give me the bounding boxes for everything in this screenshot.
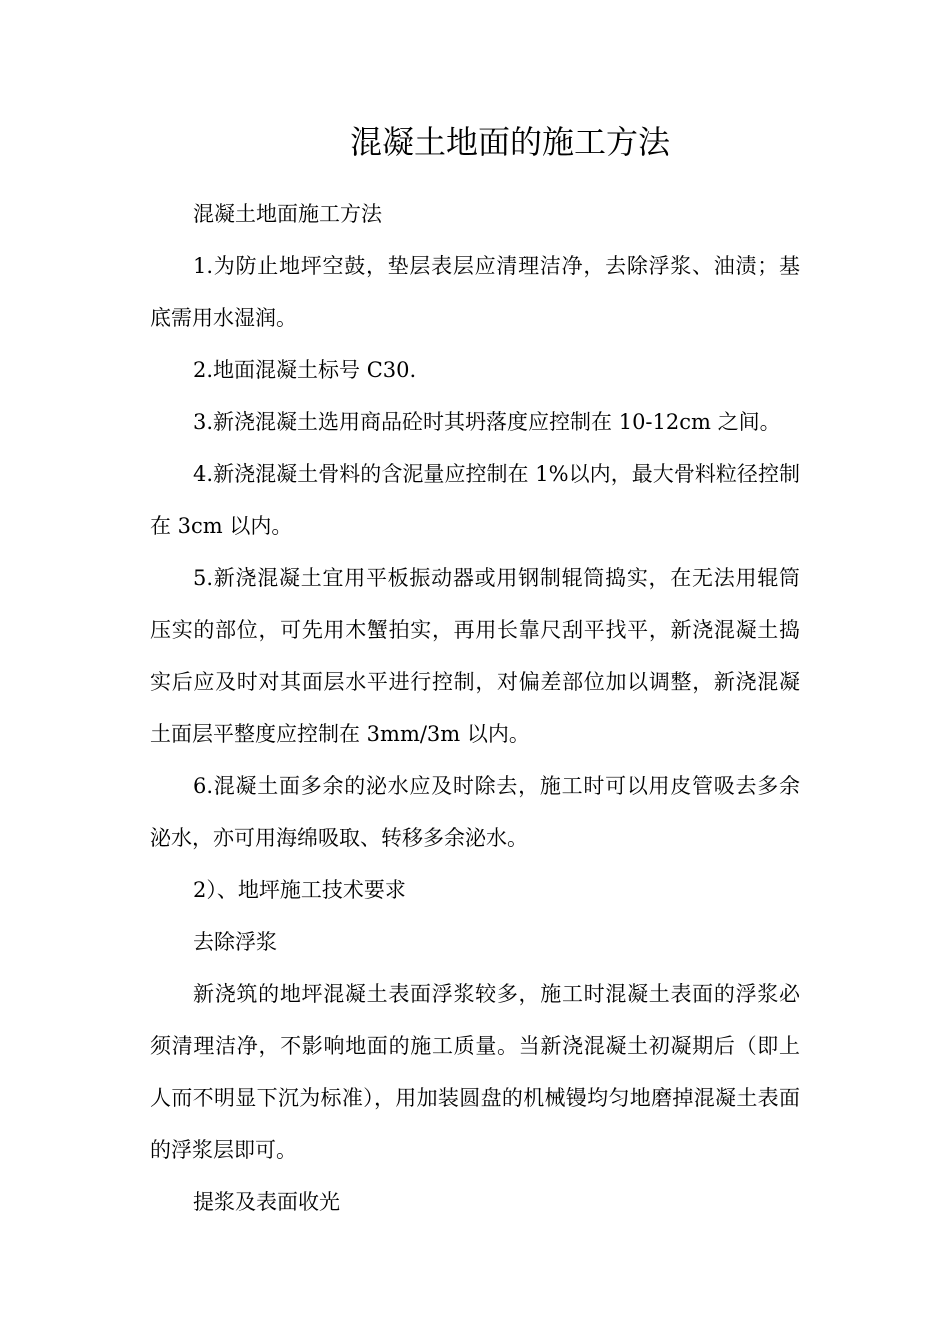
- document-body: [150, 188, 800, 1228]
- paragraph-subheading-finishing: 提浆及表面收光: [193, 1190, 340, 1214]
- paragraph-item-2: 2.地面混凝土标号 C30.: [193, 358, 417, 382]
- paragraph-subheading-remove-laitance: 去除浮浆: [193, 930, 277, 954]
- paragraph-remove-laitance-body: 新浇筑的地坪混凝土表面浮浆较多，施工时混凝土表面的浮浆必须清理洁净，不影响地面的施工质量。当新浇混凝土初凝期后（即上人而不明显下沉为标准），用加装圆盘的机械镘均匀地磨掉混凝土表面的浮浆层即可。: [150, 982, 800, 1162]
- paragraph-heading-method: 混凝土地面施工方法: [193, 202, 382, 226]
- paragraph-item-3: 3.新浇混凝土选用商品砼时其坍落度应控制在 10-12cm 之间。: [193, 410, 781, 434]
- document-title: 混凝土地面的施工方法: [349, 123, 670, 161]
- paragraph-item-1: 1.为防止地坪空鼓，垫层表层应清理洁净，去除浮浆、油渍；基底需用水湿润。: [150, 254, 800, 330]
- paragraph-item-6: 6.混凝土面多余的泌水应及时除去，施工时可以用皮管吸去多余泌水，亦可用海绵吸取、转移多余泌水。: [150, 774, 800, 850]
- paragraph-item-5: 5.新浇混凝土宜用平板振动器或用钢制辊筒捣实，在无法用辊筒压实的部位，可先用木蟹拍实，再用长靠尺刮平找平，新浇混凝土捣实后应及时对其面层水平进行控制，对偏差部位加以调整，新浇混凝土面层平整度应控制在 3mm/3m 以内。: [150, 566, 800, 746]
- paragraph-item-4: 4.新浇混凝土骨料的含泥量应控制在 1%以内，最大骨料粒径控制在 3cm 以内。: [150, 462, 800, 538]
- paragraph-section-2: 2）、地坪施工技术要求: [193, 878, 406, 902]
